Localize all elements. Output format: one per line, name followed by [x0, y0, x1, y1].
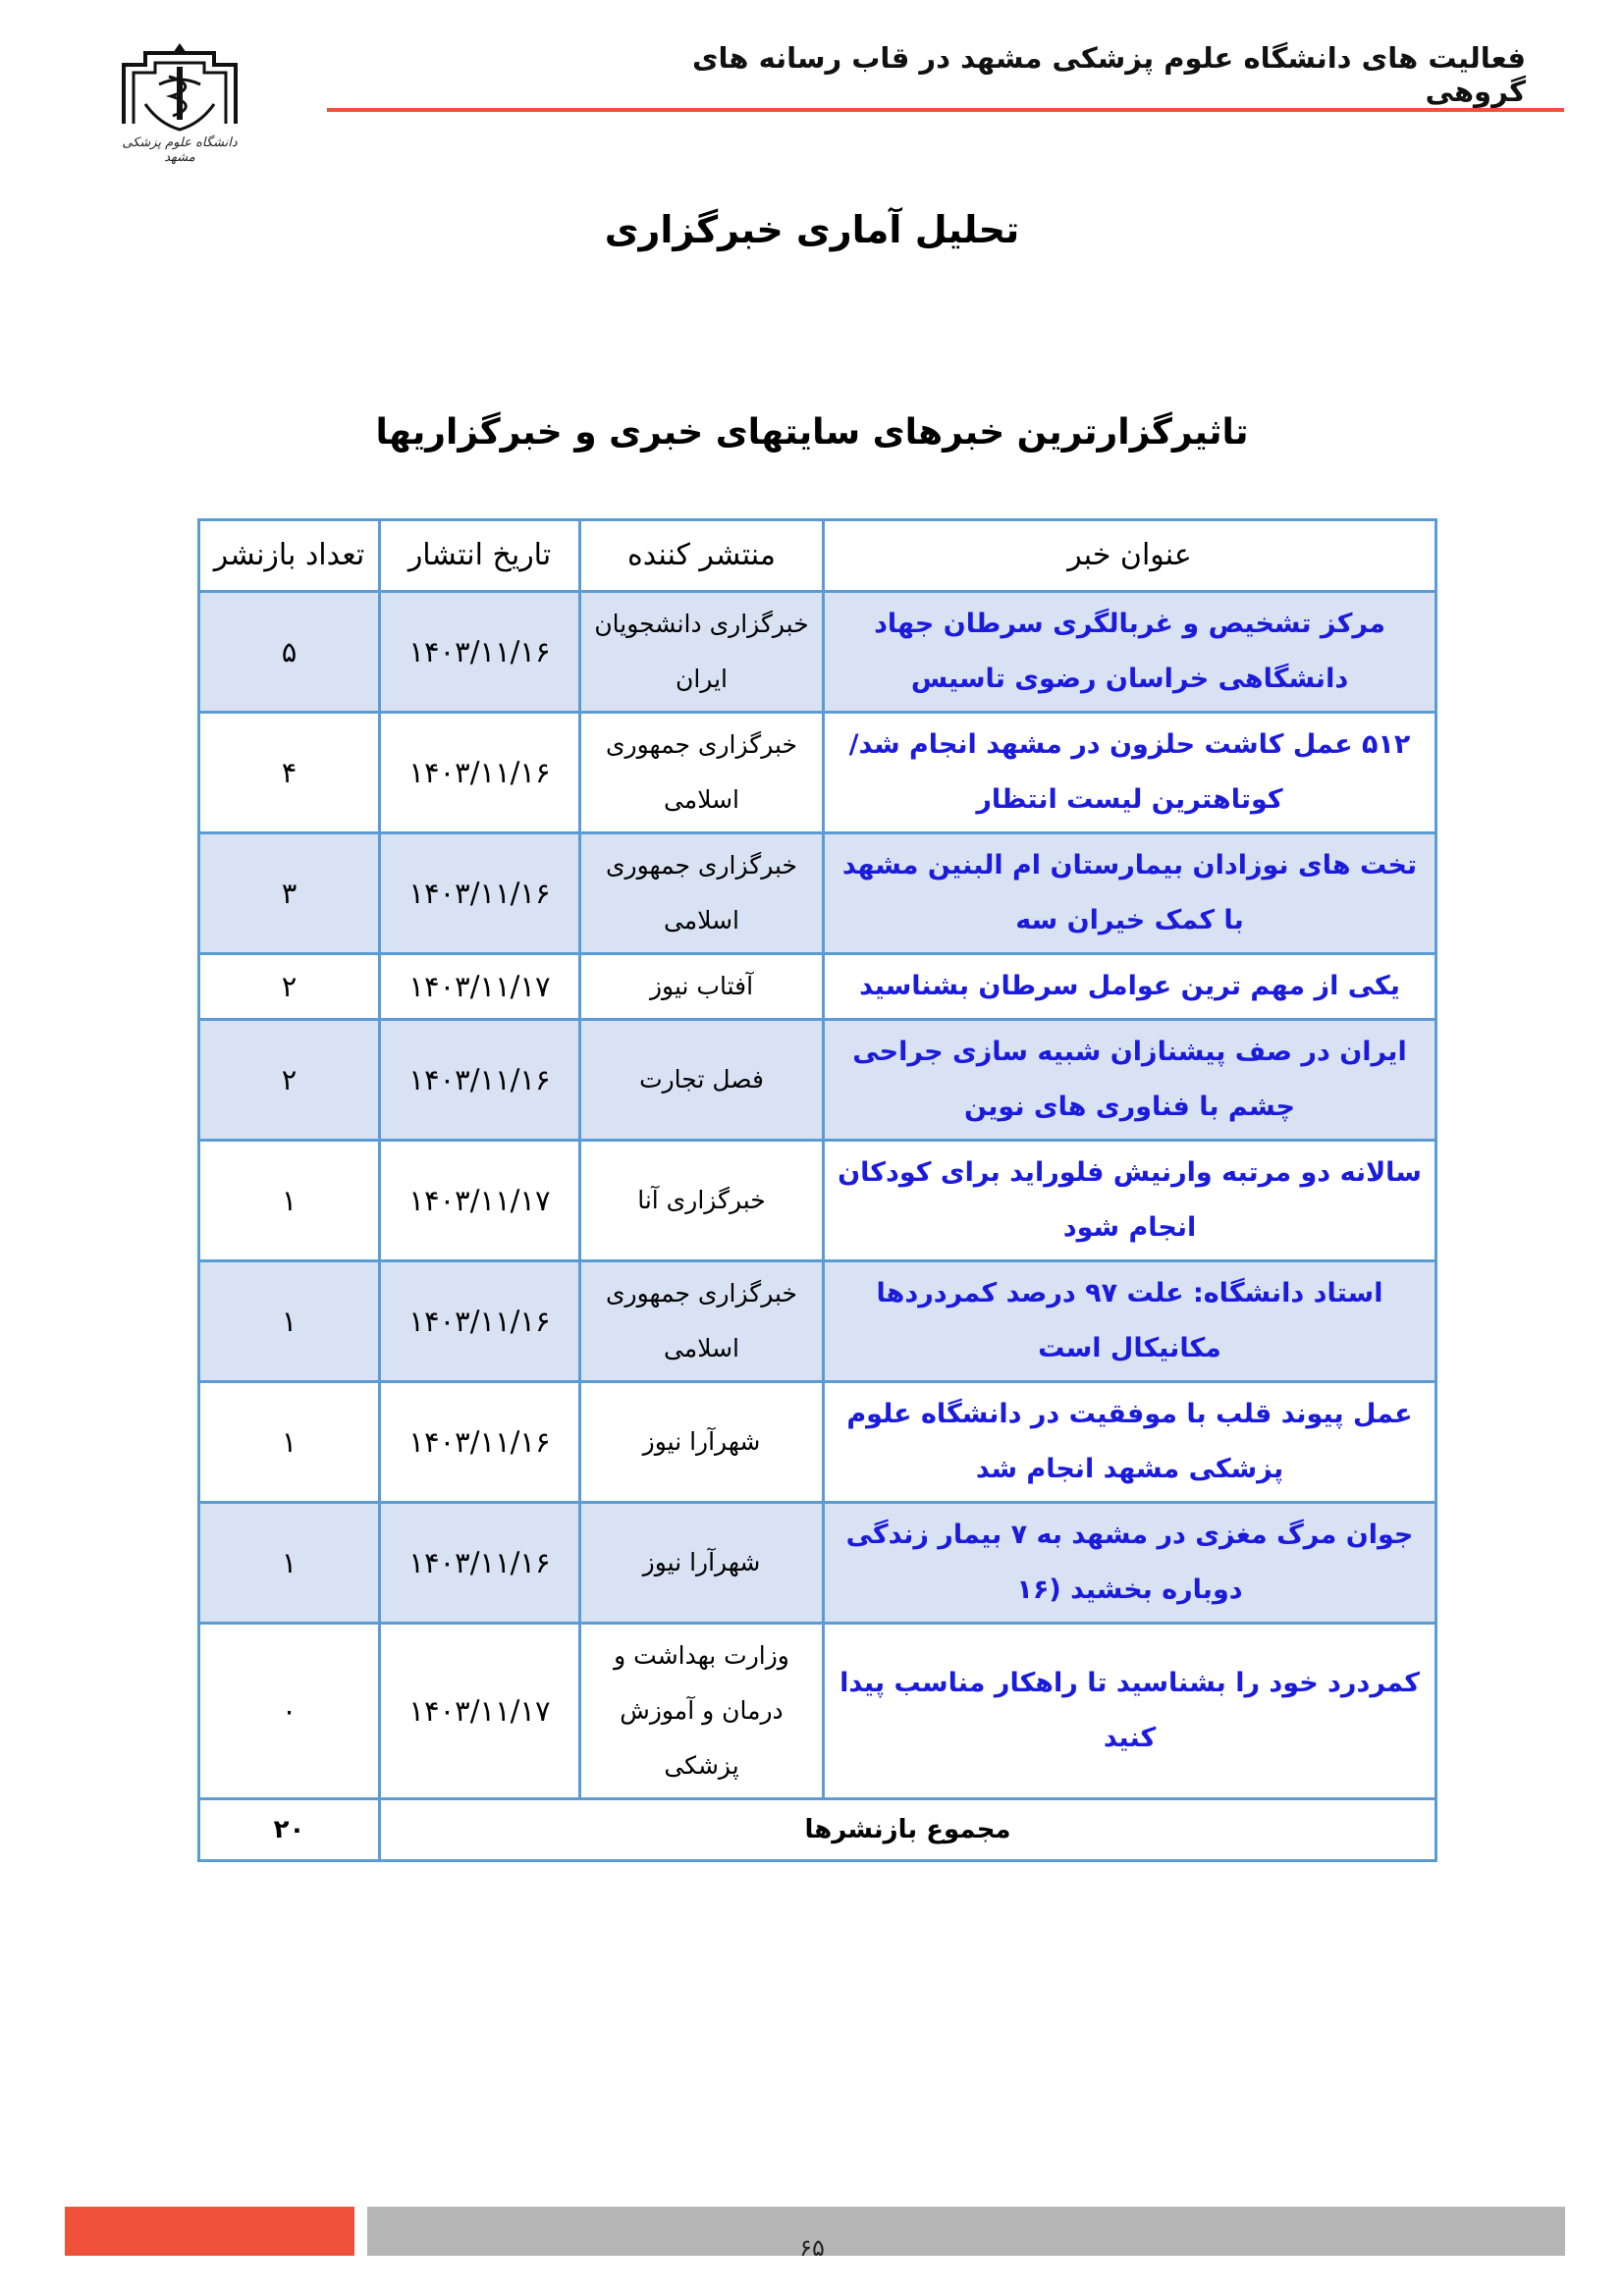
news-title: یکی از مهم ترین عوامل سرطان بشناسید [824, 954, 1436, 1020]
news-count: ۴ [199, 713, 380, 833]
news-date: ۱۴۰۳/۱۱/۱۶ [380, 1503, 580, 1624]
news-date: ۱۴۰۳/۱۱/۱۶ [380, 1382, 580, 1503]
news-date: ۱۴۰۳/۱۱/۱۷ [380, 1624, 580, 1799]
table-row [199, 833, 1436, 954]
table-total-row [199, 1799, 1436, 1861]
table-row [199, 592, 1436, 713]
news-date: ۱۴۰۳/۱۱/۱۶ [380, 713, 580, 833]
news-date: ۱۴۰۳/۱۱/۱۷ [380, 1141, 580, 1261]
column-header-count: تعداد بازنشر [199, 520, 380, 592]
table-row [199, 954, 1436, 1020]
news-title: استاد دانشگاه: علت ۹۷ درصد کمردردها مکانیکال است [824, 1261, 1436, 1382]
news-count: ۵ [199, 592, 380, 713]
news-publisher: آفتاب نیوز [580, 954, 824, 1020]
news-publisher: خبرگزاری جمهوری اسلامی [580, 713, 824, 833]
total-label: مجموع بازنشرها [380, 1799, 1436, 1861]
news-title: ۵۱۲ عمل کاشت حلزون در مشهد انجام شد/کوتاهترین لیست انتظار [824, 713, 1436, 833]
column-header-publisher: منتشر کننده [580, 520, 824, 592]
news-title: تخت های نوزادان بیمارستان ام البنین مشهد با کمک خیران سه [824, 833, 1436, 954]
table-row [199, 1382, 1436, 1503]
table-header-row [199, 520, 1436, 592]
section-title: تاثیرگزارترین خبرهای سایتهای خبری و خبرگزاریها [375, 412, 1249, 453]
news-count: ۱ [199, 1503, 380, 1624]
news-date: ۱۴۰۳/۱۱/۱۶ [380, 592, 580, 713]
table-row [199, 1503, 1436, 1624]
news-count: ۳ [199, 833, 380, 954]
page-number: ۶۵ [799, 2234, 825, 2262]
news-publisher: فصل تجارت [580, 1020, 824, 1141]
news-title: ایران در صف پیشنازان شبیه سازی جراحی چشم با فناوری های نوین [824, 1020, 1436, 1141]
news-title: کمردرد خود را بشناسید تا راهکار مناسب پیدا کنید [824, 1624, 1436, 1799]
logo-caption: دانشگاه علوم پزشکی مشهد [122, 135, 238, 165]
news-count: ۰ [199, 1624, 380, 1799]
page-title: تحلیل آماری خبرگزاری [604, 208, 1020, 251]
header-title: فعالیت های دانشگاه علوم پزشکی مشهد در قاب رسانه های گروهی [691, 41, 1526, 108]
news-publisher: خبرگزاری آنا [580, 1141, 824, 1261]
column-header-date: تاریخ انتشار [380, 520, 580, 592]
news-table [197, 518, 1437, 1862]
table-row [199, 1261, 1436, 1382]
news-publisher: خبرگزاری جمهوری اسلامی [580, 833, 824, 954]
news-title: سالانه دو مرتبه وارنیش فلوراید برای کودکان انجام شود [824, 1141, 1436, 1261]
table-row [199, 1141, 1436, 1261]
news-publisher: وزارت بهداشت و درمان و آموزش پزشکی [580, 1624, 824, 1799]
table-row [199, 1020, 1436, 1141]
news-publisher: خبرگزاری جمهوری اسلامی [580, 1261, 824, 1382]
news-publisher: شهرآرا نیوز [580, 1503, 824, 1624]
news-count: ۲ [199, 1020, 380, 1141]
news-date: ۱۴۰۳/۱۱/۱۶ [380, 1020, 580, 1141]
news-date: ۱۴۰۳/۱۱/۱۶ [380, 833, 580, 954]
news-publisher: خبرگزاری دانشجویان ایران [580, 592, 824, 713]
table-row [199, 1624, 1436, 1799]
header-divider [327, 108, 1564, 112]
total-value: ۲۰ [199, 1799, 380, 1861]
column-header-title: عنوان خبر [824, 520, 1436, 592]
news-count: ۱ [199, 1382, 380, 1503]
news-count: ۱ [199, 1141, 380, 1261]
news-count: ۱ [199, 1261, 380, 1382]
news-date: ۱۴۰۳/۱۱/۱۶ [380, 1261, 580, 1382]
news-date: ۱۴۰۳/۱۱/۱۷ [380, 954, 580, 1020]
news-title: مرکز تشخیص و غربالگری سرطان جهاد دانشگاهی خراسان رضوی تاسیس [824, 592, 1436, 713]
news-publisher: شهرآرا نیوز [580, 1382, 824, 1503]
news-title: جوان مرگ مغزی در مشهد به ۷ بیمار زندگی دوباره بخشید (۱۶ [824, 1503, 1436, 1624]
news-count: ۲ [199, 954, 380, 1020]
table-row [199, 713, 1436, 833]
news-title: عمل پیوند قلب با موفقیت در دانشگاه علوم پزشکی مشهد انجام شد [824, 1382, 1436, 1503]
